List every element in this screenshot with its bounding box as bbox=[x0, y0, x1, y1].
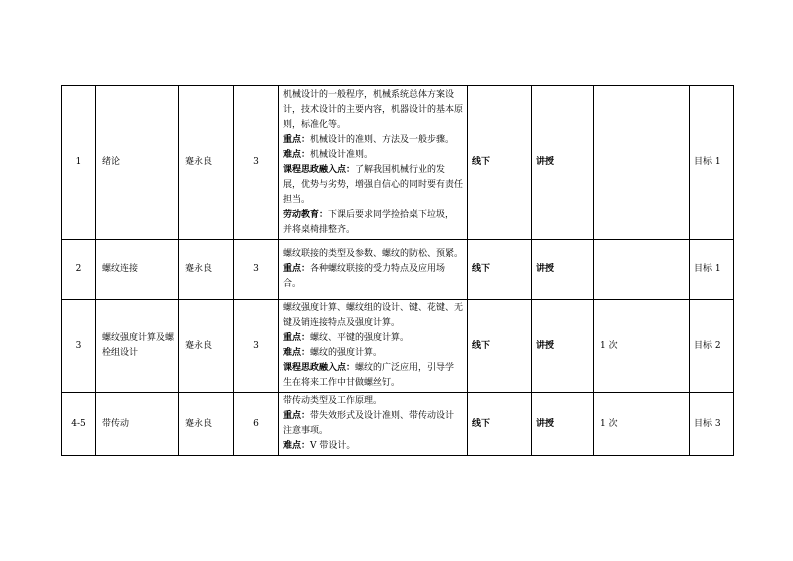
teacher: 蹇永良 bbox=[179, 300, 234, 393]
lesson-number: 4-5 bbox=[62, 393, 96, 456]
topic: 带传动 bbox=[96, 393, 179, 456]
course-objective: 目标 1 bbox=[690, 86, 734, 240]
content-text: 机械设计准则。 bbox=[310, 149, 374, 160]
teaching-mode: 线下 bbox=[468, 393, 532, 456]
content-line bbox=[283, 439, 463, 454]
content-label: 难点： bbox=[283, 149, 311, 160]
content-text: 机械设计的一般程序，机械系统总体方案设计，技术设计的主要内容，机器设计的基本原则，标准化等。 bbox=[283, 89, 464, 130]
content-cell bbox=[279, 300, 468, 393]
content-label: 难点： bbox=[283, 348, 311, 358]
course-objective: 目标 2 bbox=[690, 300, 734, 393]
content-text: 带失效形式及设计准则、带传动设计注意事项。 bbox=[283, 411, 455, 436]
teacher: 蹇永良 bbox=[179, 86, 234, 240]
content-label: 劳动教育： bbox=[283, 209, 329, 220]
teacher: 蹇永良 bbox=[179, 240, 234, 300]
content-label: 重点： bbox=[283, 134, 311, 145]
course-objective: 目标 1 bbox=[690, 240, 734, 300]
content-label: 难点： bbox=[283, 441, 311, 451]
content-line bbox=[283, 88, 463, 133]
lesson-number: 1 bbox=[62, 86, 96, 240]
content-label: 重点： bbox=[283, 264, 311, 274]
homework bbox=[594, 86, 690, 240]
hours: 3 bbox=[234, 300, 279, 393]
teaching-method: 讲授 bbox=[532, 393, 594, 456]
content-text: 各种螺纹联接的受力特点及应用场合。 bbox=[283, 264, 446, 289]
content-line bbox=[283, 262, 463, 292]
content-line bbox=[283, 361, 463, 391]
table-row bbox=[62, 86, 734, 240]
content-text: 螺纹强度计算、螺纹组的设计、键、花键、无键及销连接特点及强度计算。 bbox=[283, 303, 464, 328]
content-line bbox=[283, 133, 463, 148]
content-text: 螺纹、平键的强度计算。 bbox=[310, 333, 410, 343]
content-cell bbox=[279, 240, 468, 300]
content-text: 带传动类型及工作原理。 bbox=[283, 396, 383, 406]
content-text: 螺纹的强度计算。 bbox=[310, 348, 383, 358]
content-line bbox=[283, 208, 463, 238]
teaching-method: 讲授 bbox=[532, 300, 594, 393]
content-line bbox=[283, 148, 463, 163]
hours: 6 bbox=[234, 393, 279, 456]
content-cell bbox=[279, 86, 468, 240]
homework bbox=[594, 240, 690, 300]
homework: 1 次 bbox=[594, 300, 690, 393]
table-row bbox=[62, 393, 734, 456]
table-row bbox=[62, 240, 734, 300]
teaching-mode: 线下 bbox=[468, 240, 532, 300]
content-text: V 带设计。 bbox=[310, 441, 356, 451]
content-label: 课程思政融入点： bbox=[283, 164, 356, 175]
hours: 3 bbox=[234, 240, 279, 300]
content-line bbox=[283, 301, 463, 331]
table-row bbox=[62, 300, 734, 393]
homework: 1 次 bbox=[594, 393, 690, 456]
content-line bbox=[283, 346, 463, 361]
topic: 螺纹连接 bbox=[96, 240, 179, 300]
content-line bbox=[283, 247, 463, 262]
content-text: 下课后要求同学捡拾桌下垃圾，并将桌椅排整齐。 bbox=[283, 209, 455, 235]
teacher: 蹇永良 bbox=[179, 393, 234, 456]
content-text: 机械设计的准则、方法及一般步骤。 bbox=[310, 134, 455, 145]
course-schedule-table bbox=[61, 85, 734, 456]
content-cell bbox=[279, 393, 468, 456]
teaching-method: 讲授 bbox=[532, 86, 594, 240]
content-label: 重点： bbox=[283, 411, 311, 421]
teaching-method: 讲授 bbox=[532, 240, 594, 300]
lesson-number: 3 bbox=[62, 300, 96, 393]
content-line bbox=[283, 331, 463, 346]
content-text: 了解我国机械行业的发展，优势与劣势，增强自信心的同时要有责任担当。 bbox=[283, 164, 464, 205]
course-objective: 目标 3 bbox=[690, 393, 734, 456]
content-line bbox=[283, 409, 463, 439]
content-line bbox=[283, 163, 463, 208]
content-text: 螺纹的广泛应用，引导学生在将来工作中甘做螺丝钉。 bbox=[283, 363, 455, 388]
lesson-number: 2 bbox=[62, 240, 96, 300]
topic: 螺纹强度计算及螺栓组设计 bbox=[96, 300, 179, 393]
hours: 3 bbox=[234, 86, 279, 240]
content-text: 螺纹联接的类型及参数、螺纹的防松、预紧。 bbox=[283, 249, 464, 259]
teaching-mode: 线下 bbox=[468, 86, 532, 240]
content-line bbox=[283, 394, 463, 409]
content-label: 重点： bbox=[283, 333, 311, 343]
teaching-mode: 线下 bbox=[468, 300, 532, 393]
topic: 绪论 bbox=[96, 86, 179, 240]
content-label: 课程思政融入点： bbox=[283, 363, 356, 373]
